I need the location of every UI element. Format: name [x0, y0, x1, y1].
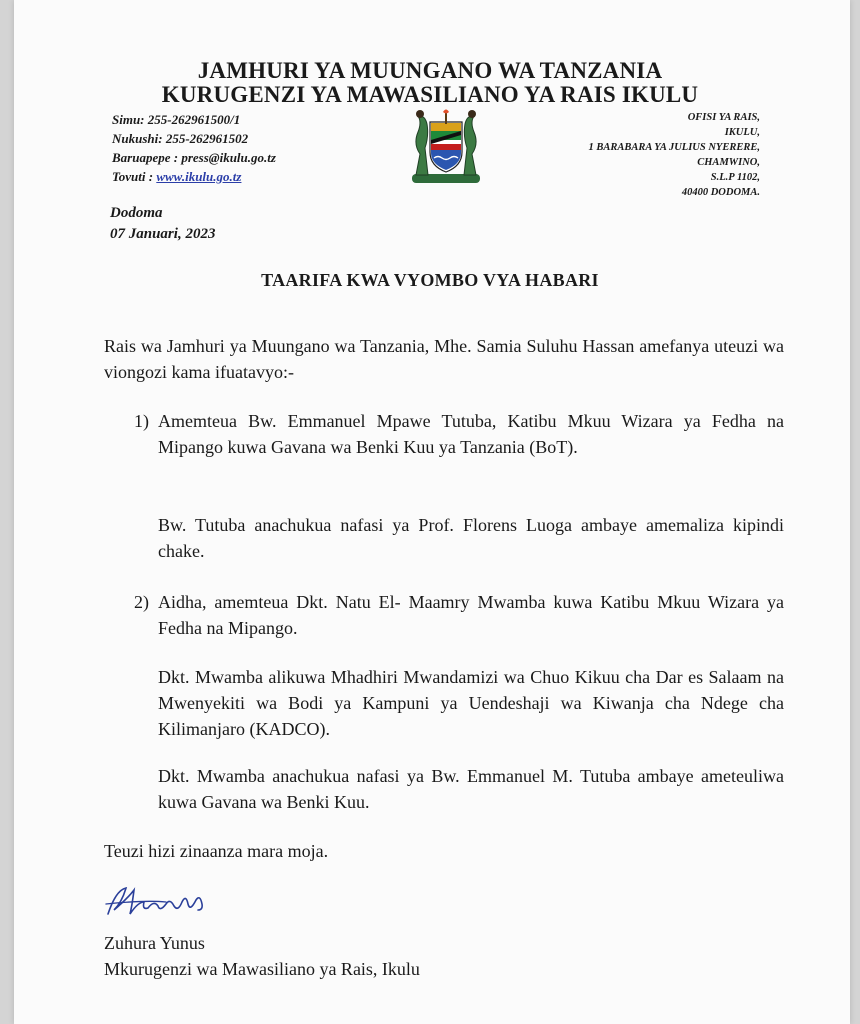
header-line-1: JAMHURI YA MUUNGANO WA TANZANIA: [197, 58, 663, 83]
website-link[interactable]: www.ikulu.go.tz: [156, 169, 242, 184]
item-1-text: Amemteua Bw. Emmanuel Mpawe Tutuba, Katibu Mkuu Wizara ya Fedha na Mipango kuwa Gavana wa Benki Kuu ya Tanzania (BoT).: [158, 411, 784, 457]
signature-icon: [104, 880, 214, 924]
phone-text: Simu: 255-262961500/1: [112, 112, 241, 127]
address-line: 1 BARABARA YA JULIUS NYERERE,: [588, 142, 760, 153]
address-line: 40400 DODOMA.: [681, 187, 760, 198]
item-number: 2): [134, 592, 149, 612]
address-line: IKULU,: [724, 127, 760, 138]
address-line: CHAMWINO,: [697, 157, 760, 168]
contact-block: [112, 110, 276, 186]
signatory-name: Zuhura Yunus: [104, 933, 205, 953]
intro-paragraph: Rais wa Jamhuri ya Muungano wa Tanzania, Mhe. Samia Suluhu Hassan amefanya uteuzi wa viongozi kama ifuatavyo:-: [104, 336, 784, 382]
dateline: [110, 203, 215, 245]
coat-of-arms-icon: [398, 106, 494, 188]
item-number: 1): [134, 411, 149, 431]
closing-line: Teuzi hizi zinaanza mara moja.: [104, 841, 329, 861]
header-line-2: KURUGENZI YA MAWASILIANO YA RAIS IKULU: [161, 82, 699, 107]
signatory-title: Mkurugenzi wa Mawasiliano ya Rais, Ikulu: [104, 959, 420, 979]
address-line: OFISI YA RAIS,: [687, 112, 760, 123]
subject-heading: TAARIFA KWA VYOMBO VYA HABARI: [261, 270, 599, 290]
dateline-date: 07 Januari, 2023: [110, 226, 216, 242]
address-line: S.L.P 1102,: [710, 172, 760, 183]
email-text: Baruapepe : press@ikulu.go.tz: [112, 150, 276, 165]
item-1-note: Bw. Tutuba anachukua nafasi ya Prof. Florens Luoga ambaye amemaliza kipindi chake.: [158, 515, 784, 561]
fax-text: Nukushi: 255-262961502: [112, 131, 249, 146]
item-2-text: Aidha, amemteua Dkt. Natu El- Maamry Mwamba kuwa Katibu Mkuu Wizara ya Fedha na Mipango.: [158, 592, 784, 638]
item-2-note-2: Dkt. Mwamba anachukua nafasi ya Bw. Emmanuel M. Tutuba ambaye ameteuliwa kuwa Gavana wa Benki Kuu.: [158, 766, 784, 812]
website-label: Tovuti :: [112, 169, 157, 184]
website-line: [112, 167, 276, 186]
address-block: [589, 110, 760, 200]
dateline-place: Dodoma: [110, 205, 163, 221]
item-2-note-1: Dkt. Mwamba alikuwa Mhadhiri Mwandamizi wa Chuo Kikuu cha Dar es Salaam na Mwenyekiti wa Bodi ya Kampuni ya Uendeshaji wa Kiwanja cha Ndege cha Kilimanjaro (KADCO).: [158, 667, 784, 739]
